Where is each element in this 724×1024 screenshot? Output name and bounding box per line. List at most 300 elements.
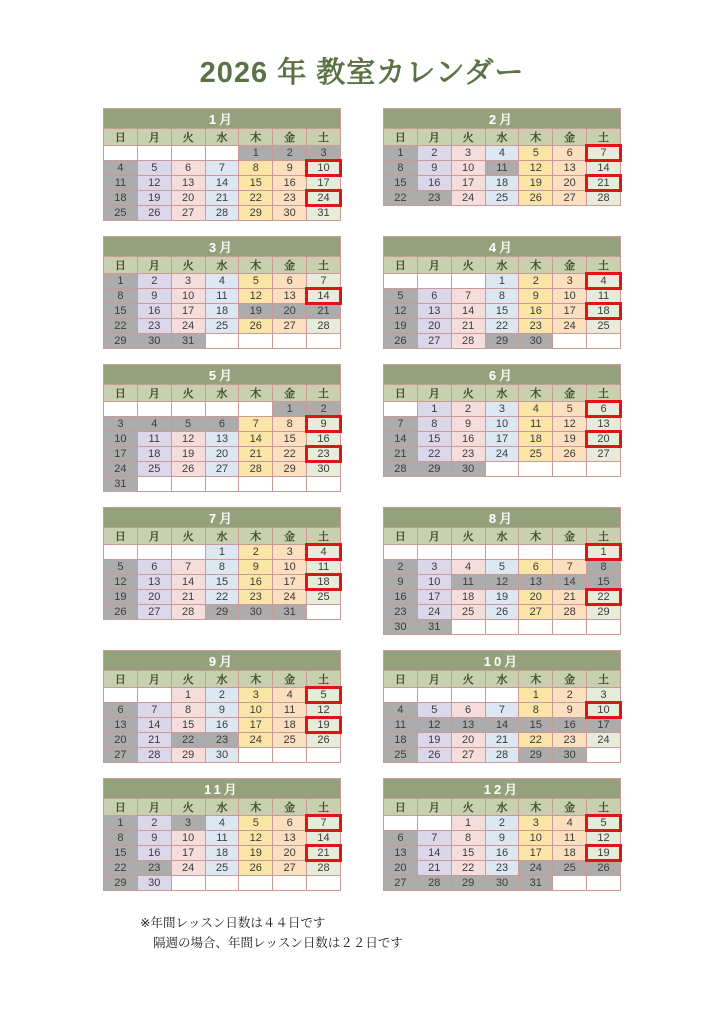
date-cell: 1 [417, 402, 451, 417]
date-cell: 22 [104, 319, 138, 334]
empty-cell [104, 146, 138, 161]
date-cell: 25 [205, 319, 239, 334]
date-cell: 26 [171, 462, 205, 477]
empty-cell [519, 545, 553, 560]
empty-cell [485, 462, 519, 477]
lesson-date-cell: 22 [587, 590, 621, 605]
date-cell: 6 [137, 560, 171, 575]
date-cell: 12 [137, 176, 171, 191]
date-cell: 27 [519, 605, 553, 620]
empty-cell [205, 334, 239, 349]
empty-cell [384, 816, 418, 831]
date-cell: 14 [307, 831, 341, 846]
date-cell: 3 [587, 688, 621, 703]
date-cell: 15 [384, 176, 418, 191]
date-cell: 31 [307, 206, 341, 221]
weekday-header: 火 [451, 129, 485, 146]
date-cell: 15 [451, 846, 485, 861]
date-cell: 2 [273, 146, 307, 161]
weekday-header: 土 [307, 257, 341, 274]
date-cell: 14 [239, 432, 273, 447]
date-cell: 24 [239, 733, 273, 748]
weekday-header: 月 [137, 385, 171, 402]
date-cell: 26 [485, 605, 519, 620]
date-cell: 23 [451, 447, 485, 462]
date-cell: 20 [451, 733, 485, 748]
date-cell: 16 [239, 575, 273, 590]
date-cell: 20 [273, 304, 307, 319]
month-header: 6月 [384, 365, 621, 385]
weekday-header: 金 [553, 385, 587, 402]
date-cell: 4 [273, 688, 307, 703]
date-cell: 20 [519, 590, 553, 605]
weekday-header: 月 [417, 129, 451, 146]
weekday-header: 木 [519, 528, 553, 545]
date-cell: 1 [104, 274, 138, 289]
empty-cell [239, 402, 273, 417]
date-cell: 17 [451, 176, 485, 191]
date-cell: 22 [239, 191, 273, 206]
weekday-header: 日 [104, 257, 138, 274]
date-cell: 3 [104, 417, 138, 432]
biweekly-lesson-note: 隔週の場合、年間レッスン日数は２２日です [153, 936, 403, 950]
date-cell: 26 [239, 861, 273, 876]
lesson-date-cell: 7 [587, 146, 621, 161]
weekday-header: 月 [137, 528, 171, 545]
date-cell: 10 [104, 432, 138, 447]
date-cell: 9 [273, 161, 307, 176]
date-cell: 23 [205, 733, 239, 748]
date-cell: 5 [104, 560, 138, 575]
weekday-header: 木 [239, 671, 273, 688]
date-cell: 12 [485, 575, 519, 590]
date-cell: 9 [239, 560, 273, 575]
date-cell: 18 [205, 304, 239, 319]
empty-cell [104, 688, 138, 703]
weekday-header: 水 [205, 671, 239, 688]
month-header: 4月 [384, 237, 621, 257]
weekday-header: 木 [519, 671, 553, 688]
date-cell: 9 [205, 703, 239, 718]
empty-cell [171, 477, 205, 492]
date-cell: 9 [384, 575, 418, 590]
empty-cell [307, 748, 341, 763]
lesson-date-cell: 5 [587, 816, 621, 831]
date-cell: 6 [171, 161, 205, 176]
date-cell: 11 [553, 831, 587, 846]
date-cell: 20 [417, 319, 451, 334]
date-cell: 7 [205, 161, 239, 176]
date-cell: 11 [587, 289, 621, 304]
date-cell: 21 [137, 733, 171, 748]
date-cell: 17 [171, 304, 205, 319]
date-cell: 21 [239, 447, 273, 462]
date-cell: 11 [485, 161, 519, 176]
weekday-header: 水 [485, 799, 519, 816]
date-cell: 16 [519, 304, 553, 319]
weekday-header: 火 [171, 257, 205, 274]
date-cell: 8 [171, 703, 205, 718]
date-cell: 29 [171, 748, 205, 763]
date-cell: 2 [307, 402, 341, 417]
date-cell: 3 [273, 545, 307, 560]
weekday-header: 水 [205, 528, 239, 545]
date-cell: 15 [485, 304, 519, 319]
date-cell: 23 [485, 861, 519, 876]
date-cell: 27 [273, 319, 307, 334]
weekday-header: 月 [137, 257, 171, 274]
weekday-header: 金 [553, 528, 587, 545]
date-cell: 27 [417, 334, 451, 349]
weekday-header: 水 [485, 129, 519, 146]
date-cell: 19 [137, 191, 171, 206]
date-cell: 7 [171, 560, 205, 575]
date-cell: 14 [384, 432, 418, 447]
date-cell: 12 [171, 432, 205, 447]
date-cell: 13 [587, 417, 621, 432]
weekday-header: 火 [451, 385, 485, 402]
weekday-header: 日 [104, 385, 138, 402]
month-header: 9月 [104, 651, 341, 671]
date-cell: 16 [273, 176, 307, 191]
empty-cell [587, 620, 621, 635]
date-cell: 21 [451, 319, 485, 334]
date-cell: 8 [384, 161, 418, 176]
date-cell: 26 [104, 605, 138, 620]
empty-cell [553, 620, 587, 635]
empty-cell [239, 876, 273, 891]
date-cell: 24 [171, 319, 205, 334]
lesson-date-cell: 1 [587, 545, 621, 560]
date-cell: 20 [205, 447, 239, 462]
date-cell: 29 [239, 206, 273, 221]
date-cell: 13 [384, 846, 418, 861]
weekday-header: 日 [384, 385, 418, 402]
date-cell: 2 [451, 402, 485, 417]
date-cell: 11 [104, 176, 138, 191]
date-cell: 4 [137, 417, 171, 432]
empty-cell [553, 334, 587, 349]
date-cell: 17 [104, 447, 138, 462]
date-cell: 11 [273, 703, 307, 718]
date-cell: 30 [239, 605, 273, 620]
date-cell: 6 [205, 417, 239, 432]
empty-cell [171, 146, 205, 161]
empty-cell [104, 402, 138, 417]
date-cell: 28 [485, 748, 519, 763]
weekday-header: 月 [417, 671, 451, 688]
empty-cell [485, 620, 519, 635]
date-cell: 29 [104, 334, 138, 349]
empty-cell [171, 876, 205, 891]
date-cell: 16 [417, 176, 451, 191]
weekday-header: 水 [205, 799, 239, 816]
date-cell: 12 [307, 703, 341, 718]
page-title: 2026 年 教室カレンダー [199, 57, 525, 89]
date-cell: 9 [137, 831, 171, 846]
date-cell: 13 [417, 304, 451, 319]
date-cell: 16 [384, 590, 418, 605]
weekday-header: 日 [384, 257, 418, 274]
date-cell: 28 [171, 605, 205, 620]
date-cell: 31 [417, 620, 451, 635]
date-cell: 21 [485, 733, 519, 748]
month-header: 1月 [104, 109, 341, 129]
lesson-date-cell: 21 [307, 846, 341, 861]
date-cell: 11 [137, 432, 171, 447]
empty-cell [417, 688, 451, 703]
date-cell: 2 [137, 816, 171, 831]
date-cell: 21 [171, 590, 205, 605]
date-cell: 20 [553, 176, 587, 191]
month-header: 8月 [384, 508, 621, 528]
date-cell: 6 [519, 560, 553, 575]
date-cell: 2 [239, 545, 273, 560]
date-cell: 17 [417, 590, 451, 605]
date-cell: 29 [205, 605, 239, 620]
date-cell: 28 [451, 334, 485, 349]
date-cell: 12 [587, 831, 621, 846]
date-cell: 24 [485, 447, 519, 462]
date-cell: 23 [519, 319, 553, 334]
weekday-header: 火 [171, 671, 205, 688]
date-cell: 28 [384, 462, 418, 477]
date-cell: 13 [273, 831, 307, 846]
date-cell: 31 [519, 876, 553, 891]
date-cell: 14 [451, 304, 485, 319]
date-cell: 27 [137, 605, 171, 620]
weekday-header: 日 [384, 799, 418, 816]
lesson-date-cell: 18 [587, 304, 621, 319]
empty-cell [553, 545, 587, 560]
date-cell: 28 [307, 319, 341, 334]
date-cell: 20 [384, 861, 418, 876]
date-cell: 17 [587, 718, 621, 733]
date-cell: 24 [553, 319, 587, 334]
date-cell: 15 [205, 575, 239, 590]
weekday-header: 木 [519, 799, 553, 816]
empty-cell [239, 477, 273, 492]
date-cell: 18 [451, 590, 485, 605]
month-header: 12月 [384, 779, 621, 799]
weekday-header: 水 [485, 528, 519, 545]
date-cell: 29 [451, 876, 485, 891]
date-cell: 19 [239, 846, 273, 861]
empty-cell [205, 146, 239, 161]
date-cell: 29 [485, 334, 519, 349]
lesson-date-cell: 6 [587, 402, 621, 417]
date-cell: 9 [485, 831, 519, 846]
date-cell: 22 [171, 733, 205, 748]
date-cell: 24 [417, 605, 451, 620]
date-cell: 12 [553, 417, 587, 432]
lesson-date-cell: 20 [587, 432, 621, 447]
date-cell: 10 [417, 575, 451, 590]
weekday-header: 金 [273, 129, 307, 146]
date-cell: 19 [553, 432, 587, 447]
weekday-header: 火 [171, 385, 205, 402]
date-cell: 25 [104, 206, 138, 221]
date-cell: 18 [205, 846, 239, 861]
date-cell: 15 [171, 718, 205, 733]
date-cell: 11 [307, 560, 341, 575]
date-cell: 22 [451, 861, 485, 876]
empty-cell [137, 402, 171, 417]
empty-cell [307, 605, 341, 620]
date-cell: 26 [553, 447, 587, 462]
date-cell: 19 [417, 733, 451, 748]
date-cell: 30 [553, 748, 587, 763]
date-cell: 5 [553, 402, 587, 417]
date-cell: 30 [273, 206, 307, 221]
date-cell: 8 [519, 703, 553, 718]
date-cell: 23 [384, 605, 418, 620]
date-cell: 27 [171, 206, 205, 221]
empty-cell [104, 545, 138, 560]
weekday-header: 木 [239, 129, 273, 146]
date-cell: 10 [451, 161, 485, 176]
date-cell: 25 [485, 191, 519, 206]
date-cell: 7 [485, 703, 519, 718]
weekday-header: 土 [307, 671, 341, 688]
date-cell: 7 [137, 703, 171, 718]
date-cell: 15 [519, 718, 553, 733]
date-cell: 8 [104, 831, 138, 846]
weekday-header: 土 [587, 671, 621, 688]
date-cell: 1 [205, 545, 239, 560]
date-cell: 24 [451, 191, 485, 206]
date-cell: 11 [205, 289, 239, 304]
date-cell: 21 [205, 191, 239, 206]
date-cell: 29 [104, 876, 138, 891]
date-cell: 6 [417, 289, 451, 304]
date-cell: 3 [239, 688, 273, 703]
date-cell: 8 [417, 417, 451, 432]
date-cell: 7 [239, 417, 273, 432]
date-cell: 26 [384, 334, 418, 349]
date-cell: 23 [417, 191, 451, 206]
empty-cell [307, 334, 341, 349]
date-cell: 11 [384, 718, 418, 733]
date-cell: 4 [485, 146, 519, 161]
date-cell: 25 [519, 447, 553, 462]
date-cell: 9 [417, 161, 451, 176]
empty-cell [384, 274, 418, 289]
date-cell: 25 [307, 590, 341, 605]
date-cell: 25 [587, 319, 621, 334]
month-table [103, 364, 341, 492]
date-cell: 30 [307, 462, 341, 477]
weekday-header: 土 [307, 799, 341, 816]
weekday-header: 日 [104, 129, 138, 146]
weekday-header: 水 [485, 385, 519, 402]
date-cell: 4 [384, 703, 418, 718]
date-cell: 10 [273, 560, 307, 575]
date-cell: 27 [451, 748, 485, 763]
empty-cell [587, 748, 621, 763]
weekday-header: 土 [587, 799, 621, 816]
lesson-date-cell: 19 [307, 718, 341, 733]
date-cell: 22 [205, 590, 239, 605]
empty-cell [205, 876, 239, 891]
date-cell: 26 [137, 206, 171, 221]
footer-notes [140, 913, 724, 953]
date-cell: 12 [239, 289, 273, 304]
date-cell: 10 [171, 289, 205, 304]
empty-cell [273, 748, 307, 763]
date-cell: 14 [171, 575, 205, 590]
month-header: 10月 [384, 651, 621, 671]
date-cell: 18 [485, 176, 519, 191]
date-cell: 25 [553, 861, 587, 876]
month-table [103, 236, 341, 349]
date-cell: 26 [417, 748, 451, 763]
month-header: 7月 [104, 508, 341, 528]
month-table [103, 650, 341, 763]
date-cell: 25 [205, 861, 239, 876]
date-cell: 28 [239, 462, 273, 477]
empty-cell [553, 462, 587, 477]
date-cell: 15 [417, 432, 451, 447]
date-cell: 7 [307, 274, 341, 289]
date-cell: 22 [519, 733, 553, 748]
date-cell: 6 [384, 831, 418, 846]
weekday-header: 月 [417, 528, 451, 545]
date-cell: 13 [205, 432, 239, 447]
weekday-header: 木 [519, 257, 553, 274]
date-cell: 20 [273, 846, 307, 861]
date-cell: 19 [384, 319, 418, 334]
date-cell: 7 [451, 289, 485, 304]
date-cell: 27 [273, 861, 307, 876]
date-cell: 29 [587, 605, 621, 620]
date-cell: 20 [171, 191, 205, 206]
weekday-header: 金 [273, 671, 307, 688]
empty-cell [587, 876, 621, 891]
date-cell: 2 [417, 146, 451, 161]
date-cell: 4 [104, 161, 138, 176]
date-cell: 17 [273, 575, 307, 590]
date-cell: 16 [205, 718, 239, 733]
weekday-header: 金 [553, 799, 587, 816]
weekday-header: 土 [587, 528, 621, 545]
date-cell: 3 [171, 274, 205, 289]
empty-cell [417, 545, 451, 560]
empty-cell [519, 462, 553, 477]
empty-cell [587, 462, 621, 477]
date-cell: 25 [273, 733, 307, 748]
weekday-header: 火 [451, 528, 485, 545]
date-cell: 26 [587, 861, 621, 876]
date-cell: 4 [451, 560, 485, 575]
date-cell: 6 [273, 816, 307, 831]
date-cell: 25 [451, 605, 485, 620]
date-cell: 28 [587, 191, 621, 206]
date-cell: 15 [104, 304, 138, 319]
date-cell: 16 [137, 846, 171, 861]
date-cell: 1 [451, 816, 485, 831]
date-cell: 15 [273, 432, 307, 447]
date-cell: 5 [239, 274, 273, 289]
date-cell: 31 [171, 334, 205, 349]
date-cell: 13 [451, 718, 485, 733]
date-cell: 3 [417, 560, 451, 575]
calendar-grid [103, 108, 724, 891]
month-table [383, 364, 621, 477]
date-cell: 10 [553, 289, 587, 304]
date-cell: 19 [171, 447, 205, 462]
date-cell: 3 [553, 274, 587, 289]
